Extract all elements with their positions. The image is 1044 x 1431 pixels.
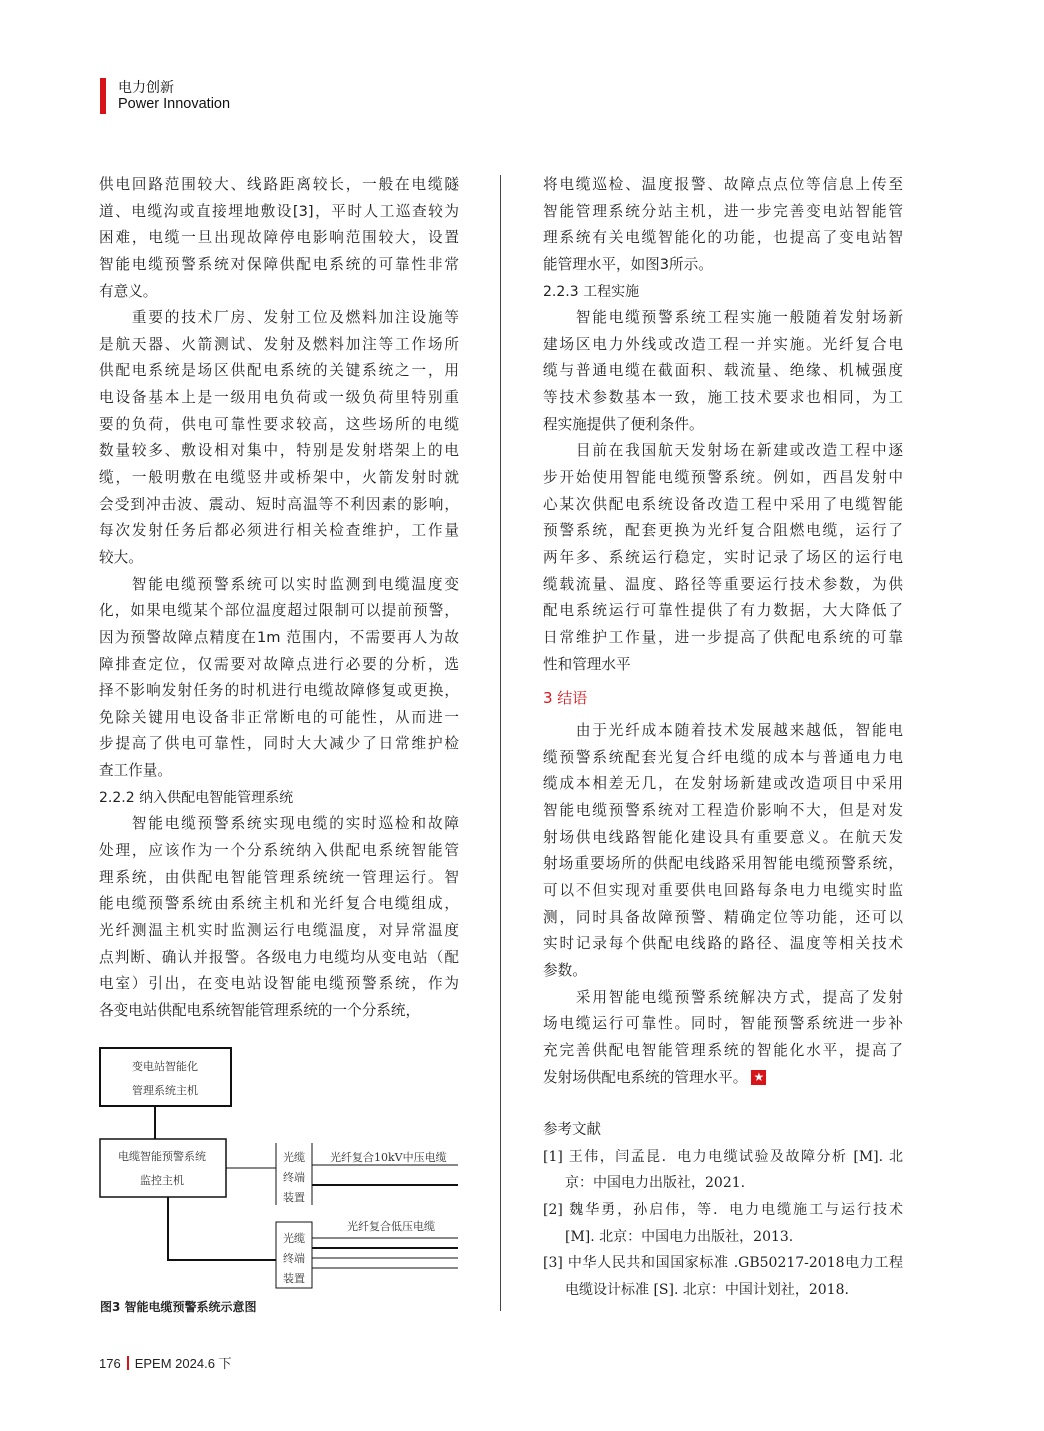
text-line: 智能电缆预警系统对工程造价影响不大，但是对发 bbox=[543, 802, 903, 820]
reference-item-continued: 京：中国电力出版社，2021. bbox=[565, 1175, 746, 1192]
header-accent-bar bbox=[100, 78, 106, 114]
reference-item-continued: 电缆设计标准 [S]. 北京：中国计划社，2018. bbox=[565, 1281, 849, 1298]
box-monitor-line-2: 监控主机 bbox=[140, 1174, 184, 1187]
references-title: 参考文献 bbox=[543, 1122, 601, 1139]
text-line: 各变电站供配电系统智能管理系统的一个分系统， bbox=[99, 1001, 421, 1019]
text-line: 能管理水平，如图3所示。 bbox=[543, 255, 713, 273]
text-line: 每次发射任务后都必须进行相关检查维护，工作量 bbox=[99, 522, 459, 540]
text-line: 能电缆预警系统由系统主机和光纤复合电缆组成， bbox=[99, 895, 459, 913]
text-line: 采用智能电缆预警系统解决方式，提高了发射 bbox=[543, 988, 903, 1006]
link-monitor-terminal-2 bbox=[168, 1197, 276, 1260]
terminal-2-line-1: 光缆 bbox=[283, 1232, 305, 1245]
section-title: 3 结语 bbox=[543, 689, 588, 708]
end-star-icon: ★ bbox=[751, 1070, 766, 1085]
reference-item-continued: [M]. 北京：中国电力出版社，2013. bbox=[565, 1228, 794, 1245]
text-line: 性和管理水平 bbox=[543, 655, 631, 673]
reference-item: [2] 魏华勇，孙启伟，等．电力电缆施工与运行技术 bbox=[543, 1202, 903, 1219]
text-line: 较大。 bbox=[99, 548, 143, 566]
text-line: 处理，应该作为一个分系统纳入供配电系统智能管 bbox=[99, 842, 459, 860]
text-line: 预警系统，配套更换为光纤复合阻燃电缆，运行了 bbox=[543, 522, 903, 540]
text-line: 电设备基本上是一级用电负荷或一级负荷里特别重 bbox=[99, 389, 459, 407]
text-line: 重要的技术厂房、发射工位及燃料加注设施等 bbox=[99, 309, 459, 327]
text-line: 两年多、系统运行稳定，实时记录了场区的运行电 bbox=[543, 548, 903, 566]
header-title-cn: 电力创新 bbox=[118, 80, 174, 96]
text-line: 射场供电线路智能化建设具有重要意义。在航天发 bbox=[543, 828, 903, 846]
text-line: 建场区电力外线或改造工程一并实施。光纤复合电 bbox=[543, 335, 903, 353]
footer-separator bbox=[127, 1356, 129, 1370]
text-line: 日常维护工作量，进一步提高了供配电系统的可靠 bbox=[543, 628, 903, 646]
box-monitor-host bbox=[100, 1139, 226, 1197]
text-line: 因为预警故障点精度在1m 范围内，不需要再人为故 bbox=[99, 628, 459, 646]
text-line: 缆载流量、温度、路径等重要运行技术参数，为供 bbox=[543, 575, 903, 593]
page-footer bbox=[99, 1353, 232, 1372]
text-line: 智能管理系统分站主机，进一步完善变电站智能管 bbox=[543, 202, 903, 220]
text-line: 有意义。 bbox=[99, 282, 158, 300]
text-line: 化，如果电缆某个部位温度超过限制可以提前预警， bbox=[99, 602, 459, 620]
box-monitor-line-1: 电缆智能预警系统 bbox=[118, 1150, 206, 1163]
text-line: 障排查定位，仅需要对故障点进行必要的分析，选 bbox=[99, 655, 459, 673]
box-top-line-1: 变电站智能化 bbox=[132, 1060, 198, 1073]
text-line: 是航天器、火箭测试、发射及燃料加注等工作场所 bbox=[99, 335, 459, 353]
text-line: 配电系统运行可靠性提供了有力数据，大大降低了 bbox=[543, 602, 903, 620]
text-line: 困难，电缆一旦出现故障停电影响范围较大，设置 bbox=[99, 229, 459, 247]
page-number: 176 bbox=[99, 1356, 121, 1371]
text-line: 理系统有关电缆智能化的功能，也提高了变电站智 bbox=[543, 229, 903, 247]
text-line: 缆预警系统配套光复合纤电缆的成本与普通电力电 bbox=[543, 748, 903, 766]
text-line: 择不影响发射任务的时机进行电缆故障修复或更换， bbox=[99, 682, 459, 700]
text-line: 电室）引出，在变电站设智能电缆预警系统，作为 bbox=[99, 975, 459, 993]
column-divider bbox=[500, 175, 501, 1311]
spacer bbox=[543, 1104, 903, 1117]
terminal-2-line-3: 装置 bbox=[283, 1272, 305, 1285]
text-line: 道、电缆沟或直接埋地敷设[3]，平时人工巡查较为 bbox=[99, 202, 459, 220]
text-line: 测，同时具备故障预警、精确定位等功能，还可以 bbox=[543, 908, 903, 926]
text-line: 数量较多、敷设相对集中，特别是发射塔架上的电 bbox=[99, 442, 459, 460]
subsection-heading: 2.2.2 纳入供配电智能管理系统 bbox=[99, 789, 294, 806]
text-line: 由于光纤成本随着技术发展越来越低，智能电 bbox=[543, 722, 903, 740]
text-line: 心某次供配电系统设备改造工程中采用了电缆智能 bbox=[543, 495, 903, 513]
text-line: 参数。 bbox=[543, 961, 587, 979]
text-line: 供电回路范围较大、线路距离较长，一般在电缆隧 bbox=[99, 176, 459, 193]
text-line: 实时记录每个供配电线路的路径、温度等相关技术 bbox=[543, 935, 903, 953]
figure-caption: 图3 智能电缆预警系统示意图 bbox=[100, 1300, 257, 1314]
terminal-1-line-1: 光缆 bbox=[283, 1151, 305, 1164]
text-line: 查工作量。 bbox=[99, 762, 172, 780]
reference-item: [1] 王伟，闫孟昆．电力电缆试验及故障分析 [M]. 北 bbox=[543, 1148, 903, 1165]
cable-1-label: 光纤复合10kV中压电缆 bbox=[330, 1151, 447, 1164]
text-line: 射场重要场所的供配电线路采用智能电缆预警系统， bbox=[543, 855, 903, 873]
text-line: 点判断、确认并报警。各级电力电缆均从变电站（配 bbox=[99, 948, 459, 966]
text-line: 光纤测温主机实时监测运行电缆温度，对异常温度 bbox=[99, 921, 459, 939]
text-line: 等技术参数基本一致，施工技术要求也相同，为工 bbox=[543, 389, 903, 407]
terminal-1-line-3: 装置 bbox=[283, 1191, 305, 1204]
text-line: 要的负荷，供电可靠性要求较高，这些场所的电缆 bbox=[99, 415, 459, 433]
box-top-line-2: 管理系统主机 bbox=[132, 1084, 198, 1097]
text-line: 智能电缆预警系统对保障供配电系统的可靠性非常 bbox=[99, 255, 459, 273]
text-line: 缆成本相差无几，在发射场新建或改造项目中采用 bbox=[543, 775, 903, 793]
text-line: 缆与普通电缆在截面积、载流量、绝缘、机械强度 bbox=[543, 362, 903, 380]
final-line bbox=[543, 1065, 903, 1092]
text-line: 将电缆巡检、温度报警、故障点点位等信息上传至 bbox=[543, 176, 903, 193]
text-line: 免除关键用电设备非正常断电的可能性，从而进一 bbox=[99, 708, 459, 726]
box-substation-host bbox=[100, 1048, 231, 1106]
terminal-1-line-2: 终端 bbox=[283, 1171, 305, 1184]
text-line: 程实施提供了便利条件。 bbox=[543, 415, 704, 433]
journal-issue: EPEM 2024.6 下 bbox=[134, 1356, 232, 1371]
text-line: 智能电缆预警系统实现电缆的实时巡检和故障 bbox=[99, 815, 459, 833]
left-column bbox=[99, 172, 459, 1025]
text-line: 可以不但实现对重要供电回路每条电力电缆实时监 bbox=[543, 882, 903, 900]
terminal-2-line-2: 终端 bbox=[283, 1252, 305, 1265]
text-line: 智能电缆预警系统工程实施一般随着发射场新 bbox=[543, 309, 903, 327]
text-line: 目前在我国航天发射场在新建或改造工程中逐 bbox=[543, 442, 903, 460]
text-line: 智能电缆预警系统可以实时监测到电缆温度变 bbox=[99, 575, 459, 593]
text-line: 发射场供配电系统的管理水平。 bbox=[543, 1068, 748, 1086]
cable-2-label: 光纤复合低压电缆 bbox=[347, 1220, 435, 1233]
text-line: 步开始使用智能电缆预警系统。例如，西昌发射中 bbox=[543, 469, 903, 487]
text-line: 缆，一般明敷在电缆竖井或桥架中，火箭发射时就 bbox=[99, 469, 459, 487]
reference-item: [3] 中华人民共和国国家标准 .GB50217-2018电力工程 bbox=[543, 1255, 903, 1272]
subsection-heading: 2.2.3 工程实施 bbox=[543, 283, 640, 300]
right-column bbox=[543, 172, 903, 1304]
spacer bbox=[543, 1091, 903, 1104]
text-line: 理系统，由供配电智能管理系统统一管理运行。智 bbox=[99, 868, 459, 886]
text-line: 场电缆运行可靠性。同时，智能预警系统进一步补 bbox=[543, 1015, 903, 1033]
text-line: 供配电系统是场区供配电系统的关键系统之一，用 bbox=[99, 362, 459, 380]
figure-diagram bbox=[95, 1040, 465, 1295]
text-line: 会受到冲击波、震动、短时高温等不利因素的影响， bbox=[99, 495, 459, 513]
text-line: 充完善供配电智能管理系统的智能化水平，提高了 bbox=[543, 1041, 903, 1059]
header-title-en: Power Innovation bbox=[118, 96, 231, 112]
text-line: 步提高了供电可靠性，同时大大减少了日常维护检 bbox=[99, 735, 459, 753]
